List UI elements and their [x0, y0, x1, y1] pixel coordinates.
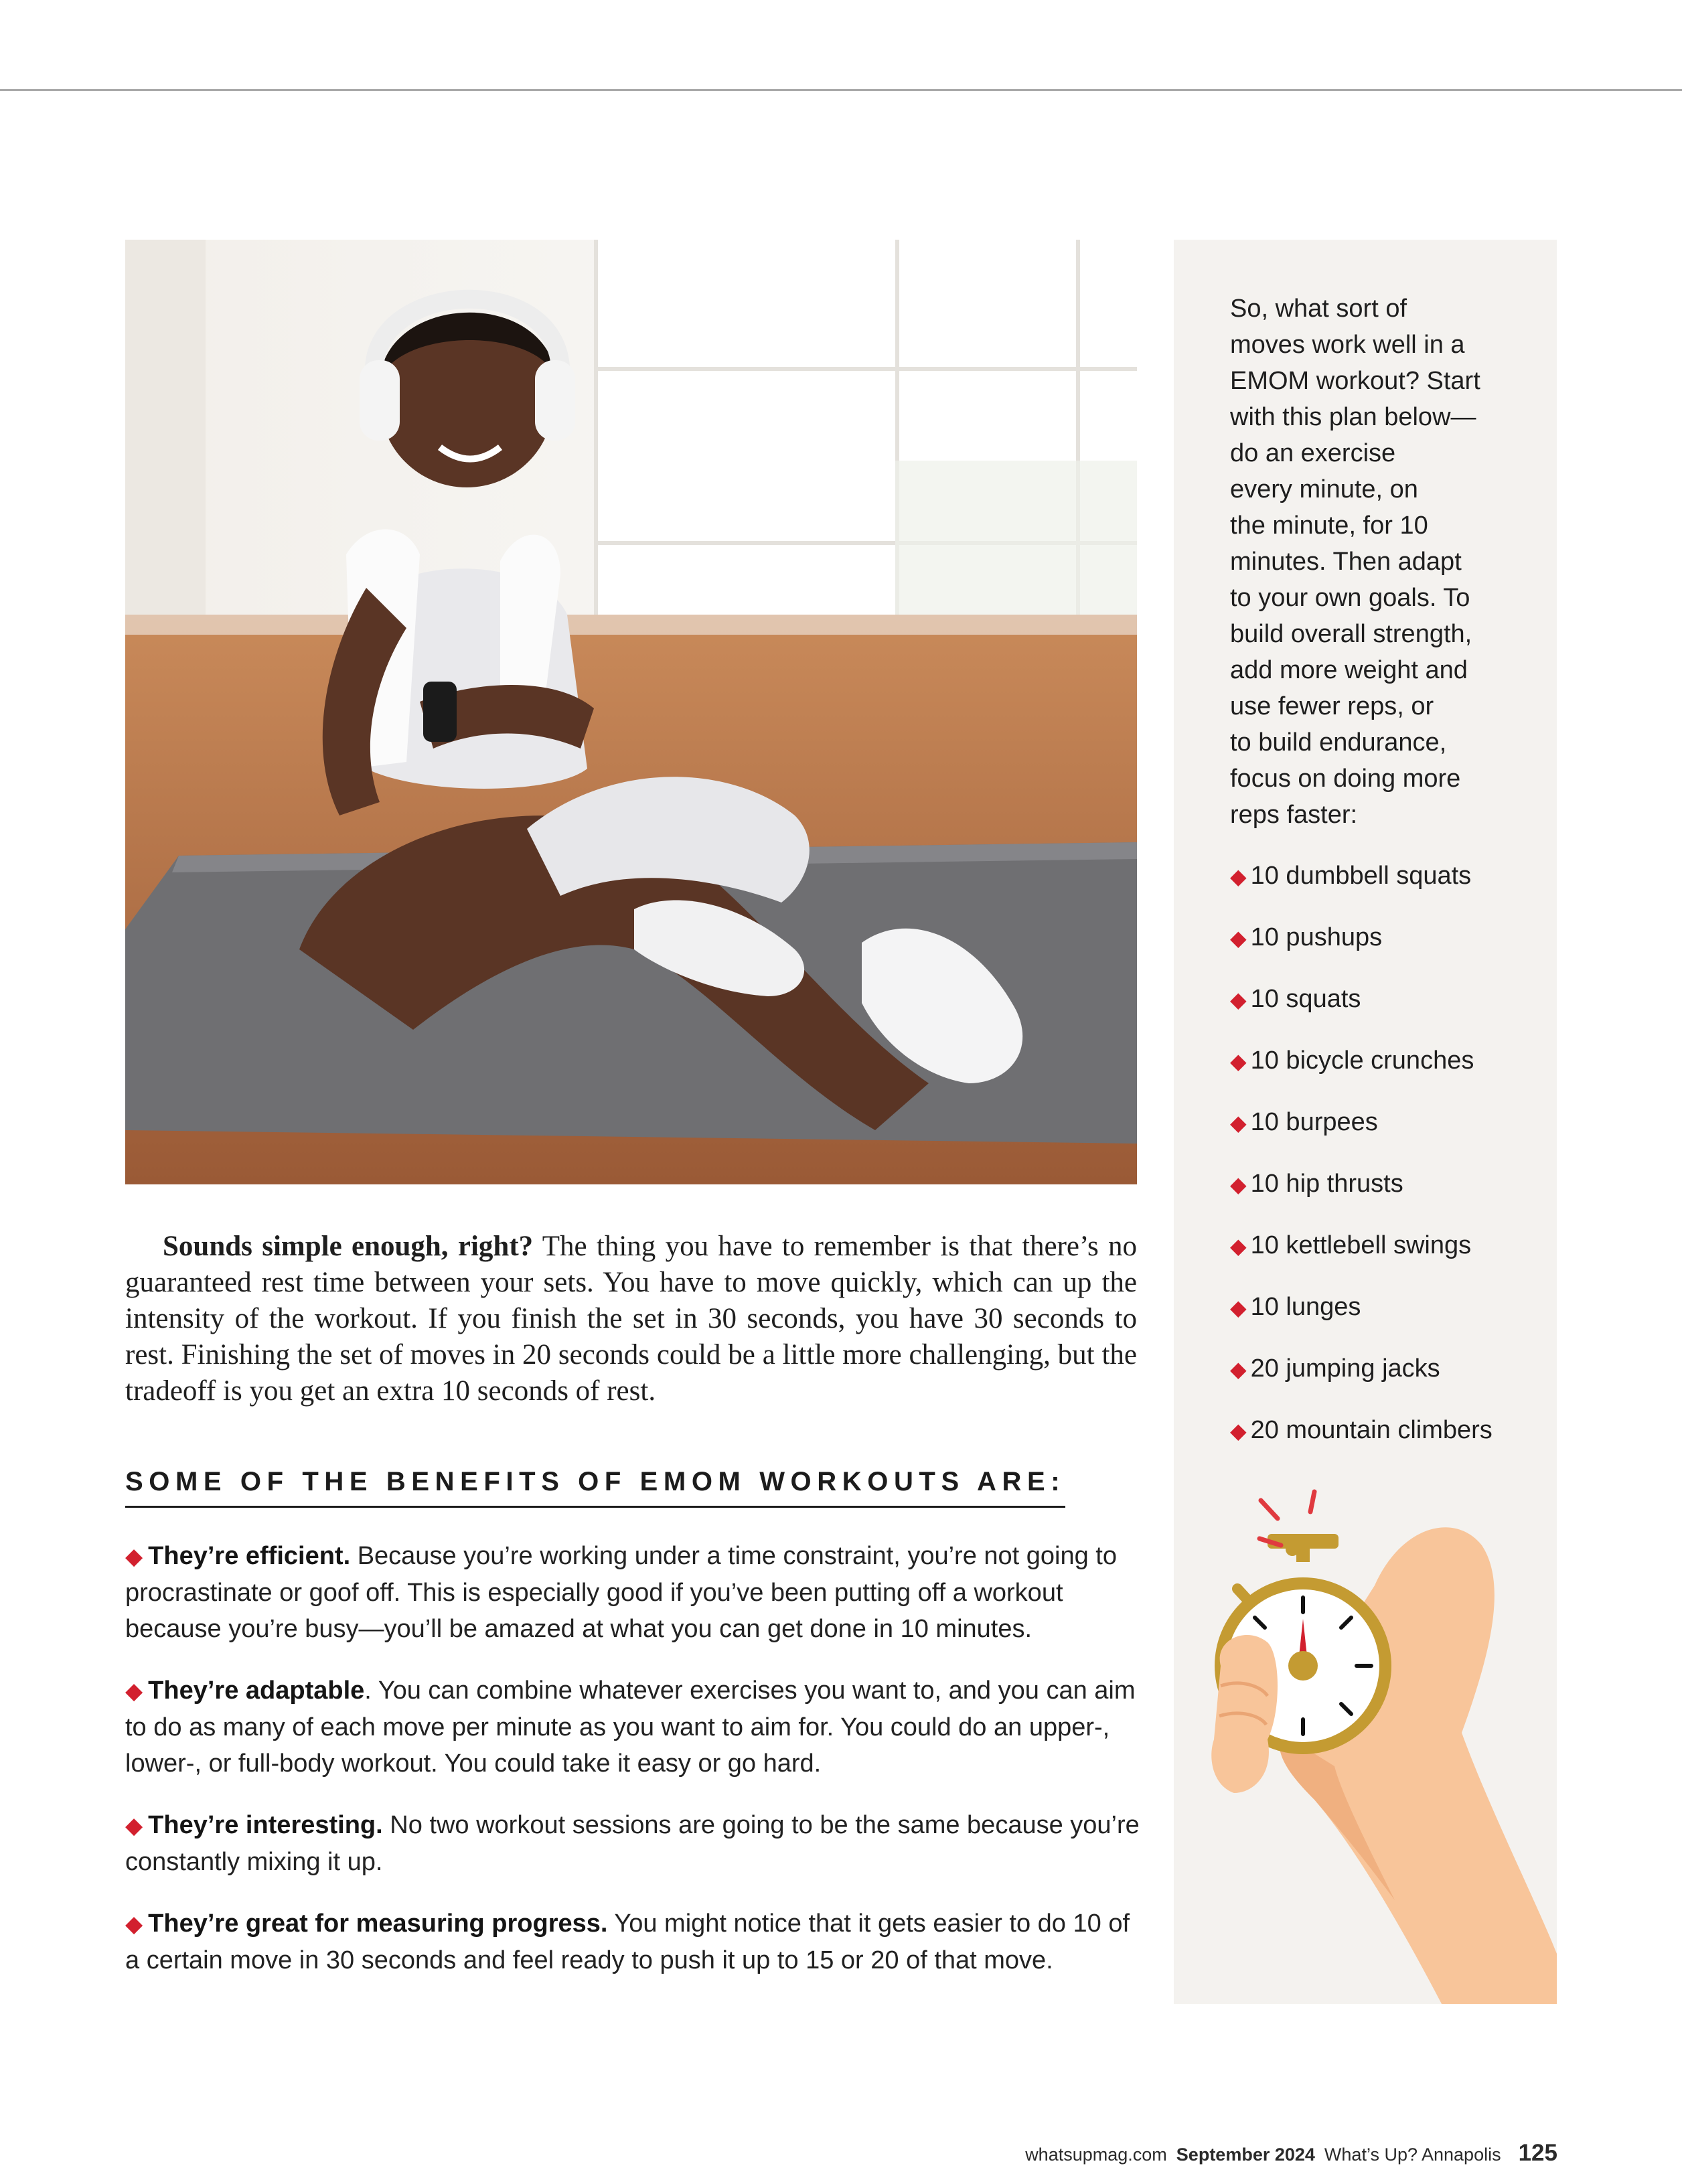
move-label: 10 dumbbell squats [1250, 862, 1472, 890]
woman-checking-smartwatch-photo [125, 240, 1137, 1184]
move-label: 20 jumping jacks [1250, 1354, 1440, 1383]
move-label: 10 kettlebell swings [1250, 1231, 1472, 1259]
top-rule [0, 89, 1682, 91]
benefit-title: They’re great for measuring progress. [148, 1909, 608, 1938]
benefit-item [125, 1672, 1150, 1782]
red-diamond-icon: ◆ [1230, 1419, 1247, 1443]
benefit-item [125, 1807, 1150, 1880]
move-label: 10 squats [1250, 985, 1361, 1013]
move-label: 20 mountain climbers [1250, 1416, 1493, 1444]
benefit-item [125, 1905, 1150, 1978]
benefits-heading: SOME OF THE BENEFITS OF EMOM WORKOUTS ARE: [125, 1464, 1065, 1508]
red-diamond-icon: ◆ [1230, 1296, 1247, 1320]
sidebar-intro-line: add more weight and [1230, 656, 1468, 684]
stopwatch-in-hand-icon [1174, 240, 1557, 2004]
move-label: 10 burpees [1250, 1108, 1378, 1136]
sidebar-intro-line: with this plan below— [1230, 403, 1476, 431]
red-diamond-icon: ◆ [1230, 1172, 1247, 1196]
red-diamond-icon: ◆ [125, 1679, 143, 1704]
red-diamond-icon: ◆ [1230, 1111, 1247, 1135]
red-diamond-icon: ◆ [1230, 1234, 1247, 1258]
benefit-title: They’re interesting. [148, 1811, 383, 1839]
red-diamond-icon: ◆ [1230, 1049, 1247, 1073]
sidebar-intro-line: moves work well in a [1230, 331, 1465, 359]
move-label: 10 hip thrusts [1250, 1170, 1403, 1198]
footer-magazine: What’s Up? Annapolis [1324, 2144, 1501, 2165]
red-diamond-icon: ◆ [125, 1912, 143, 1937]
sidebar-intro-line: So, what sort of [1230, 295, 1407, 323]
red-diamond-icon: ◆ [1230, 1357, 1247, 1381]
benefit-title: They’re adaptable [148, 1676, 365, 1705]
sidebar-intro-line: minutes. Then adapt [1230, 548, 1462, 576]
sidebar-intro-line: use fewer reps, or [1230, 692, 1434, 720]
benefit-text: No two workout sessions are going to be the same because you’re constantly mixing it up. [125, 1811, 1140, 1876]
sidebar-box [1174, 240, 1557, 2004]
intro-text: The thing you have to remember is that there’s no guaranteed rest time between your sets. You have to move quickly, which can up the intensity of the workout. If you finish the set in 30 seconds, you have 30 seconds to rest. Finishing the set of moves in 20 seconds could be a little more challenging, but the tradeoff is you get an extra 10 seconds of rest. [125, 1231, 1138, 1407]
sidebar-intro-line: to build endurance, [1230, 728, 1447, 757]
benefit-text: You might notice that it gets easier to do 10 of a certain move in 30 seconds and feel ready to push it up to 15 or 20 of that move. [125, 1909, 1130, 1974]
move-label: 10 lunges [1250, 1293, 1361, 1321]
benefit-item [125, 1538, 1150, 1647]
benefit-text: . You can combine whatever exercises you want to, and you can aim to do as many of each move per minute as you want to aim for. You could do an upper-, lower-, or full-body workout. You could take it easy or go hard. [125, 1676, 1136, 1778]
footer-site: whatsupmag.com [1025, 2144, 1167, 2165]
benefit-text: Because you’re working under a time constraint, you’re not going to procrastinate or goof off. This is especially good if you’ve been putting off a workout because you’re busy—you’ll be amazed at what you can get done in 10 minutes. [125, 1542, 1118, 1643]
sidebar-intro-line: build overall strength, [1230, 620, 1472, 648]
move-label: 10 bicycle crunches [1250, 1046, 1474, 1075]
intro-paragraph [125, 1229, 1137, 1409]
benefits-list [125, 1538, 1150, 2004]
red-diamond-icon: ◆ [1230, 926, 1247, 950]
red-diamond-icon: ◆ [1230, 864, 1247, 888]
footer-issue: September 2024 [1176, 2144, 1315, 2165]
intro-lead: Sounds simple enough, right? [163, 1231, 534, 1262]
sidebar-intro-line: to your own goals. To [1230, 584, 1470, 612]
sidebar-intro-line: do an exercise [1230, 439, 1396, 467]
sidebar-intro-line: focus on doing more [1230, 765, 1461, 793]
red-diamond-icon: ◆ [125, 1813, 143, 1839]
sidebar-intro-line: reps faster: [1230, 801, 1358, 829]
sidebar-intro-line: every minute, on [1230, 475, 1418, 503]
move-label: 10 pushups [1250, 923, 1383, 951]
sidebar-intro-line: EMOM workout? Start [1230, 367, 1480, 395]
page-footer [1025, 2140, 1557, 2173]
benefit-title: They’re efficient. [148, 1542, 351, 1570]
red-diamond-icon: ◆ [1230, 988, 1247, 1012]
sidebar-intro-line: the minute, for 10 [1230, 512, 1428, 540]
red-diamond-icon: ◆ [125, 1544, 143, 1569]
page-number: 125 [1518, 2140, 1557, 2166]
